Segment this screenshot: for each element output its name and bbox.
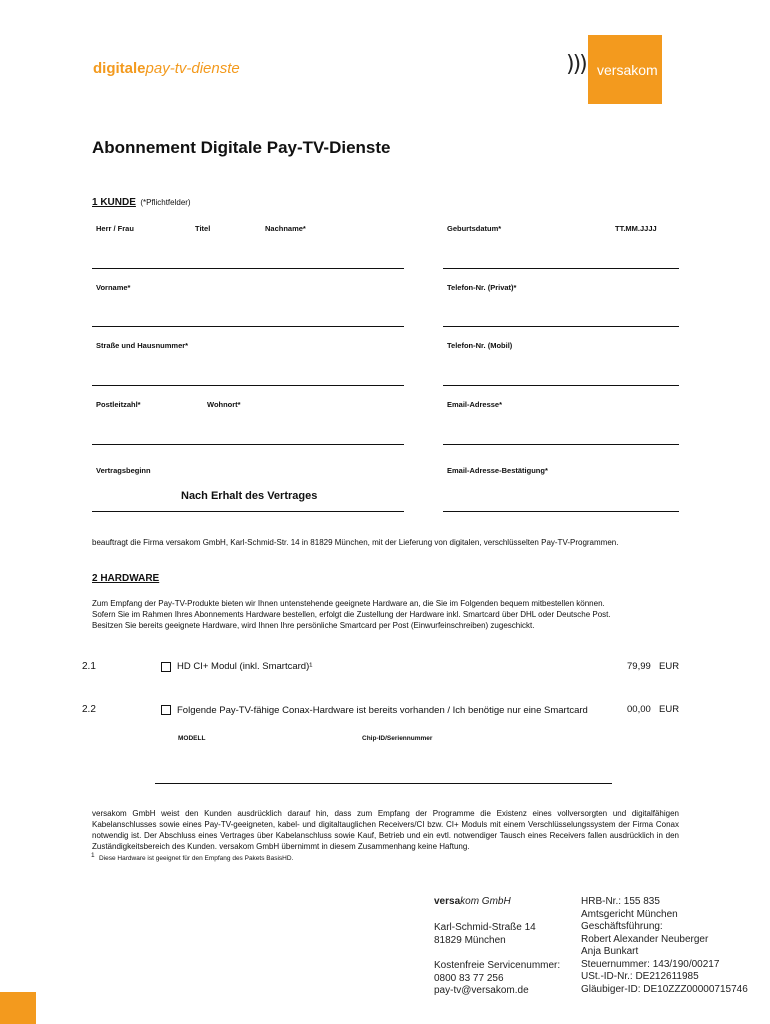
option-2-1-checkbox[interactable]	[161, 662, 171, 672]
section1-title: 1 KUNDE	[92, 197, 136, 208]
option-2-2-currency: EUR	[659, 704, 680, 715]
footer-legal-line: Steuernummer: 143/190/00217	[581, 958, 720, 970]
section1-heading	[92, 192, 191, 210]
brand-wordmark	[93, 60, 240, 77]
footnote-mark: 1	[91, 852, 95, 859]
geburtsdatum-field-line[interactable]	[443, 268, 679, 269]
logo-rest: kom	[631, 62, 658, 78]
section1-note: (*Pflichtfelder)	[140, 198, 191, 207]
footer-legal-line: Gläubiger-ID: DE10ZZZ00000715746	[581, 983, 748, 995]
page-title: Abonnement Digitale Pay-TV-Dienste	[92, 138, 391, 157]
footer-company	[434, 896, 511, 909]
label-titel: Titel	[195, 224, 211, 233]
hardware-intro-line-1: Zum Empfang der Pay-TV-Produkte bieten wir Ihnen untenstehende geeignete Hardware an, die Sie im Folgenden bequem mitbestellen können.	[92, 599, 605, 608]
versakom-logo	[597, 62, 658, 78]
footer-service-phone[interactable]: 0800 83 77 256	[434, 972, 504, 984]
haftung-hinweis: versakom GmbH weist den Kunden ausdrücklich darauf hin, dass zum Empfang der Programme die Existenz eines vollversorgten und digitalfähigen Kabelanschlusses sowie eines Pay-TV-geeigneten, kabel- und digitaltauglichen Receivers/CI bzw. CI+ Moduls mit einem Verschlüsselungssystem der Firma Conax notwendig ist. Der Abschluss eines Vertrages über Kabelanschluss sowie Kauf, Betrieb und ein evtl. notwendiger Tausch eines Receivers fallen ausdrücklich in den Zuständigkeitsbereich des Kunden. versakom GmbH übernimmt in diesem Zusammenhang keine Haftung.	[92, 809, 679, 851]
option-2-1-currency: EUR	[659, 661, 680, 672]
footer-address-street: Karl-Schmid-Straße 14	[434, 922, 536, 933]
label-datumsformat: TT.MM.JJJJ	[615, 224, 657, 233]
option-2-2-number: 2.2	[82, 704, 96, 715]
vertragsbeginn-field-line	[92, 511, 404, 512]
logo-bold: versa	[597, 62, 632, 78]
telefon-mobil-field-line[interactable]	[443, 385, 679, 386]
label-strasse: Straße und Hausnummer*	[96, 341, 189, 350]
footer-service	[434, 960, 560, 998]
option-2-1-price: 79,99	[627, 661, 651, 672]
option-2-2-checkbox[interactable]	[161, 705, 171, 715]
footer-address	[434, 922, 536, 947]
footer-address-city: 81829 München	[434, 934, 506, 946]
option-2-1-number: 2.1	[82, 661, 96, 672]
label-vorname: Vorname*	[96, 283, 131, 292]
email-bestaetigung-field-line[interactable]	[443, 511, 679, 512]
brand-bold: digitale	[93, 60, 146, 77]
label-nachname: Nachname*	[265, 224, 306, 233]
footer-legal-line: Anja Bunkart	[581, 946, 639, 957]
footer-legal-line: Robert Alexander Neuberger	[581, 933, 709, 945]
label-vertragsbeginn: Vertragsbeginn	[96, 466, 151, 475]
label-telefon-mobil: Telefon-Nr. (Mobil)	[447, 341, 513, 350]
corner-accent	[0, 992, 36, 1024]
footnote-text: Diese Hardware ist geeignet für den Empfang des Pakets BasisHD.	[99, 855, 294, 862]
strasse-field-line[interactable]	[92, 385, 404, 386]
email-field-line[interactable]	[443, 444, 679, 445]
hardware-intro-line-2: Sofern Sie im Rahmen Ihres Abonnements Hardware bestellen, erfolgt die Zustellung der Hardware inkl. Smartcard über DHL oder Deutsche Post.	[92, 610, 611, 619]
name-field-line[interactable]	[92, 268, 404, 269]
label-chip-id: Chip-ID/Seriennummer	[362, 735, 433, 742]
label-email-bestaetigung: Email-Adresse-Bestätigung*	[447, 466, 548, 475]
footer-legal	[581, 896, 748, 996]
hardware-intro-line-3: Besitzen Sie bereits geeignete Hardware, wird Ihnen Ihre persönliche Smartcard per Post (Einwurfeinschreiben) zugeschickt.	[92, 621, 535, 630]
footer-legal-line: Amtsgericht München	[581, 908, 678, 920]
vorname-field-line[interactable]	[92, 326, 404, 327]
footer-company-bold: versa	[434, 896, 461, 907]
label-email: Email-Adresse*	[447, 400, 503, 409]
footer-legal-line: USt.-ID-Nr.: DE212611985	[581, 971, 699, 982]
option-2-1-label: HD CI+ Modul (inkl. Smartcard)¹	[177, 661, 313, 672]
footer-company-rest: kom GmbH	[460, 896, 511, 907]
brand-italic: pay-tv-dienste	[145, 60, 240, 77]
beauftragt-text: beauftragt die Firma versakom GmbH, Karl-Schmid-Str. 14 in 81829 München, mit der Lieferung von digitalen, verschlüsselten Pay-TV-Programmen.	[92, 538, 619, 547]
footer-service-label: Kostenfreie Servicenummer:	[434, 960, 561, 971]
modell-chip-field-line[interactable]	[155, 783, 612, 784]
footer-legal-line: Geschäftsführung:	[581, 921, 663, 932]
footer-legal-line: HRB-Nr.: 155 835	[581, 896, 660, 907]
vertragsbeginn-value: Nach Erhalt des Vertrages	[181, 490, 318, 502]
option-2-2-label: Folgende Pay-TV-fähige Conax-Hardware ist bereits vorhanden / Ich benötige nur eine Smartcard	[177, 705, 588, 716]
plz-wohnort-field-line[interactable]	[92, 444, 404, 445]
label-anrede: Herr / Frau	[96, 224, 134, 233]
label-modell: MODELL	[178, 735, 206, 742]
section2-title: 2 HARDWARE	[92, 573, 160, 584]
label-geburtsdatum: Geburtsdatum*	[447, 224, 502, 233]
label-telefon-privat: Telefon-Nr. (Privat)*	[447, 283, 517, 292]
signal-waves-icon: )))	[566, 52, 586, 77]
footer-service-email[interactable]: pay-tv@versakom.de	[434, 985, 529, 996]
label-postleitzahl: Postleitzahl*	[96, 400, 141, 409]
label-wohnort: Wohnort*	[207, 400, 241, 409]
hardware-intro	[92, 598, 692, 631]
telefon-privat-field-line[interactable]	[443, 326, 679, 327]
option-2-2-price: 00,00	[627, 704, 651, 715]
